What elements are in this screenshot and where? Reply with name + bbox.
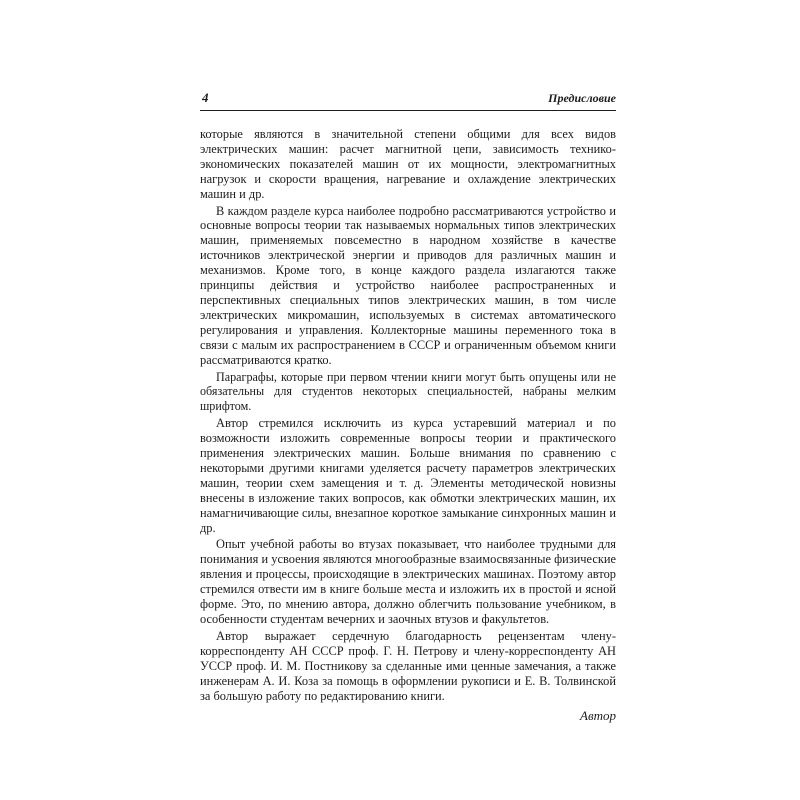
paragraph-modern-material: Автор стремился исключить из курса устаревший материал и по возможности изложить современные вопросы теории и практического применения электрических машин. Больше внимания по сравнению с некоторыми другими книгами уделяется расчету параметров электрических машин, теории схем замещения и т. д. Элементы методической новизны внесены в изложение таких вопросов, как обмотки электрических машин, их намагничивающие силы, внезапное короткое замыкание синхронных машин и др. xyxy=(200,416,616,535)
paragraph-small-print-note: Параграфы, которые при первом чтении книги могут быть опущены или не обязательны для студентов некоторых специальностей, набраны мелким шрифтом. xyxy=(200,369,616,414)
running-head: Предисловие xyxy=(548,91,616,105)
body-text xyxy=(200,127,616,703)
paragraph-teaching-experience: Опыт учебной работы во втузах показывает, что наиболее трудными для понимания и усвоения являются многообразные взаимосвязанные физические явления и процессы, происходящие в электрических машинах. Поэтому автор стремился отвести им в книге больше места и изложить их в простой и ясной форме. Это, по мнению автора, должно облегчить пользование учебником, в особенности студентам вечерних и заочных втузов и факультетов. xyxy=(200,537,616,626)
page-number: 4 xyxy=(202,90,209,105)
page-header xyxy=(200,88,616,111)
paragraph-acknowledgements: Автор выражает сердечную благодарность рецензентам члену-корреспонденту АН СССР проф. Г. Н. Петрову и члену-корреспонденту АН УССР проф. И. М. Постникову за сделанные ими ценные замечания, а также инженерам А. И. Коза за помощь в оформлении рукописи и Е. В. Толвинской за большую работу по редактированию книги. xyxy=(200,628,616,703)
author-signature: Автор xyxy=(580,708,616,723)
paragraph-continuation: которые являются в значительной степени общими для всех видов электрических машин: расчет магнитной цепи, зависимость технико-экономических показателей машин от их мощности, электромагнитных нагрузок и скорости вращения, нагревание и охлаждение электрических машин и др. xyxy=(200,127,616,201)
paragraph-course-sections: В каждом разделе курса наиболее подробно рассматриваются устройство и основные вопросы теории так называемых нормальных типов электрических машин, применяемых повсеместно в народном хозяйстве в качестве источников электрической энергии и приводов для различных машин и механизмов. Кроме того, в конце каждого раздела излагаются также принципы действия и устройство наиболее распространенных и перспективных специальных типов электрических машин, в том числе электрических микромашин, используемых в системах автоматического регулирования и управления. Коллекторные машины переменного тока в связи с малым их распространением в СССР и ограниченным объемом книги рассматриваются кратко. xyxy=(200,203,616,367)
